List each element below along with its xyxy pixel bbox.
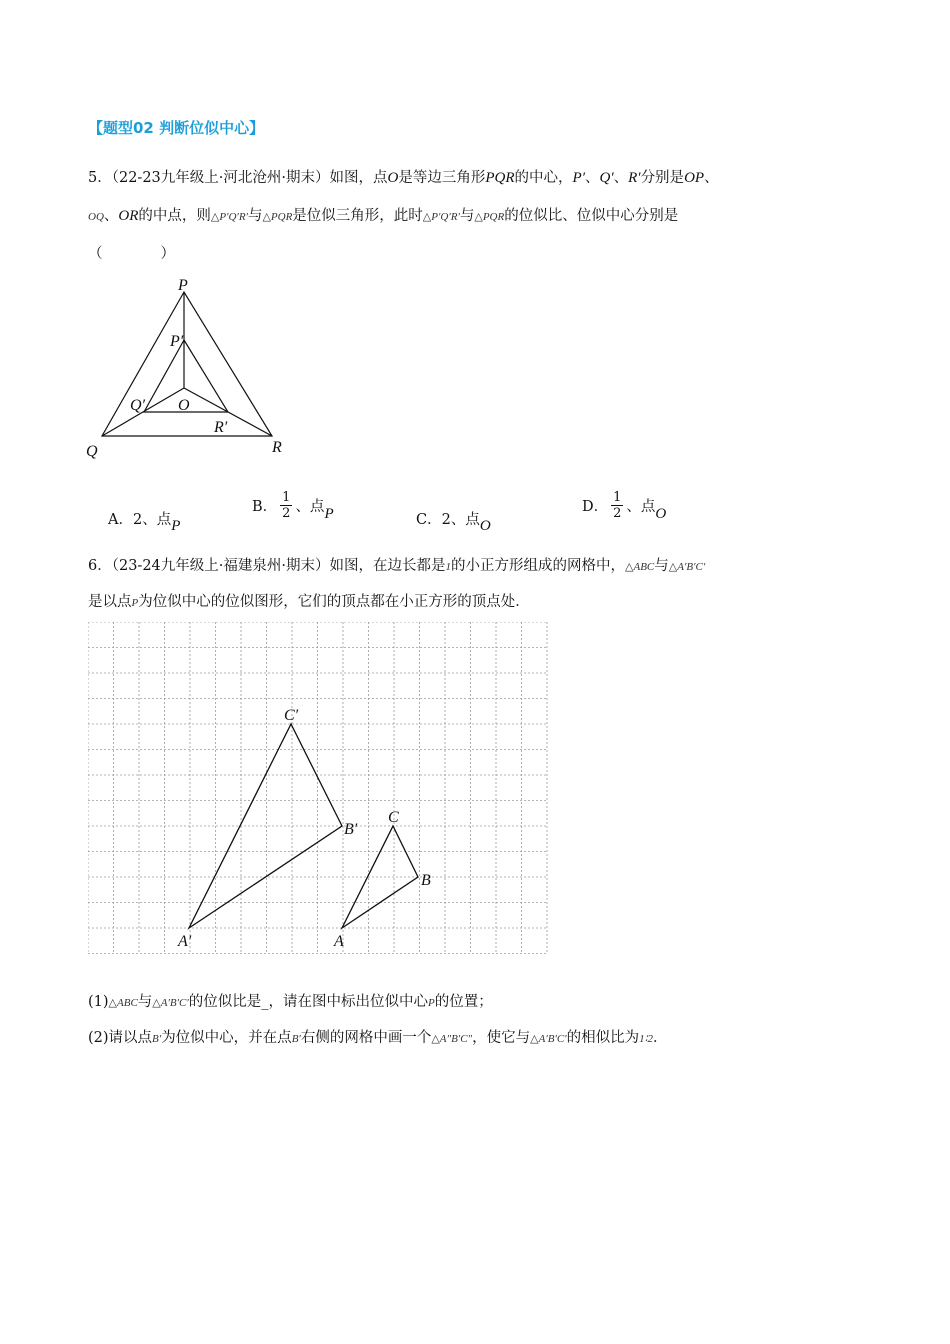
q6-math-P: P (131, 597, 139, 609)
q5-text: 的中心， (514, 170, 573, 186)
q5-number: 5． (88, 170, 112, 186)
q5-text: 的位似比、位似中心分别是 (504, 208, 679, 224)
label-Qp: Q′ (130, 397, 146, 414)
choice-c[interactable] (416, 508, 491, 534)
label-O: O (178, 397, 190, 414)
choice-value: 2 (441, 512, 451, 528)
q5-text: 分别是 (640, 170, 685, 186)
choice-point: O (655, 505, 667, 522)
q5-text: 、 (704, 170, 719, 186)
q5-math-tri-prime-2: △P′Q′R′ (422, 211, 460, 223)
q5-math-OR: OR (118, 208, 139, 224)
fraction-denominator: 2 (282, 506, 291, 521)
choice-b[interactable] (252, 490, 334, 521)
q5-line-1 (88, 168, 719, 188)
q5-text: 如图，点 (329, 170, 388, 186)
sub1-text: 与 (137, 994, 153, 1010)
sub1-text: 的位置； (434, 994, 493, 1010)
choice-letter: D． (582, 499, 609, 515)
q5-answer-paren: （ ） (88, 246, 175, 262)
sub2-text: 的相似比为 (566, 1030, 640, 1046)
grid-lines (88, 622, 547, 954)
q5-text: 的中点，则 (138, 208, 211, 224)
fraction-half (611, 490, 623, 521)
sub2-text: ． (652, 1030, 668, 1046)
sub2-text: 右侧的网格中画一个 (300, 1030, 432, 1046)
q5-text: 与 (247, 208, 263, 224)
triangle-PQR (102, 292, 272, 436)
label-Q: Q (86, 443, 98, 460)
q5-text: 、 (584, 170, 600, 186)
choice-text: 、点 (450, 512, 480, 528)
q5-math-tri-2: △PQR (474, 211, 505, 223)
choice-point: P (171, 518, 181, 534)
label-Ap: A′ (178, 933, 192, 950)
label-P: P (178, 277, 188, 294)
q6-math-tri-prime: △A′B′C′ (668, 561, 706, 573)
q5-text: 、 (613, 170, 629, 186)
q5-source: （22-23九年级上·河北沧州·期末） (111, 170, 330, 186)
sub2-text: ，使它与 (472, 1030, 531, 1046)
fraction-numerator: 1 (282, 490, 291, 505)
q5-text: 是位似三角形，此时 (292, 208, 423, 224)
sub2-math-Bp: B′ (152, 1033, 162, 1045)
sub2-math-Bp-2: B′ (291, 1033, 301, 1045)
q5-text: 与 (459, 208, 475, 224)
q5-math-O: O (387, 170, 399, 186)
label-A: A (334, 933, 344, 950)
fraction-denominator: 2 (613, 506, 622, 521)
q5-math-Qp: Q′ (599, 170, 614, 186)
choice-value: 2 (132, 512, 143, 528)
label-Pp: P′ (170, 333, 184, 350)
q6-math-one: 1 (445, 561, 452, 573)
label-Rp: R′ (214, 419, 228, 436)
choice-letter: C． (416, 512, 442, 528)
choice-text: 、点 (626, 499, 656, 515)
label-R: R (272, 439, 282, 456)
sub1-text: 的位似比是 (188, 994, 262, 1010)
choice-letter: A． (108, 512, 133, 528)
choice-point: O (479, 518, 491, 534)
sub2-math-ratio: 1∶2 (639, 1033, 653, 1045)
q6-sub2 (88, 1028, 667, 1049)
sub1-blank[interactable]: _ (261, 994, 269, 1010)
choice-text: 、点 (142, 512, 172, 528)
q6-text: 是以点 (88, 594, 132, 610)
fraction-numerator: 1 (613, 490, 622, 505)
q6-source: （23-24九年级上·福建泉州·期末） (111, 558, 330, 574)
q5-text: 是等边三角形 (398, 170, 486, 186)
q5-math-PQR: PQR (485, 170, 515, 186)
sub1-math-tri-prime: △A′B′C′ (152, 997, 189, 1009)
sub2-math-tri2: △A″B′C″ (431, 1033, 473, 1045)
q5-math-Pp: P′ (572, 170, 585, 186)
sub2-label: (2)请以点 (88, 1030, 153, 1046)
label-Bp: B′ (344, 821, 358, 838)
label-C: C (388, 809, 399, 826)
sub1-label: (1) (88, 994, 109, 1010)
q5-math-tri: △PQR (262, 211, 293, 223)
q6-number: 6． (88, 558, 112, 574)
sub1-math-P: P (428, 997, 435, 1009)
q6-grid-figure (88, 622, 550, 958)
q6-sub1 (88, 992, 493, 1013)
choice-point: P (324, 505, 334, 522)
q5-math-Rp: R′ (628, 170, 641, 186)
q6-line-1 (88, 556, 705, 577)
sub1-text: ，请在图中标出位似中心 (268, 994, 429, 1010)
label-B: B (421, 872, 431, 889)
q5-math-OQ: OQ (88, 211, 104, 223)
q6-line-2 (88, 592, 530, 613)
q5-math-OP: OP (684, 170, 705, 186)
q6-text: 的小正方形组成的网格中， (451, 558, 626, 574)
label-Cp: C′ (284, 707, 299, 724)
q6-text: 为位似中心的位似图形，它们的顶点都在小正方形的顶点处． (138, 594, 530, 610)
q5-triangle-figure (80, 272, 300, 462)
choice-letter: B． (252, 499, 278, 515)
section-title: 【题型02 判断位似中心】 (88, 119, 265, 137)
q5-line-2 (88, 206, 678, 227)
q6-text: 与 (654, 558, 669, 574)
fraction-half (280, 490, 292, 521)
sub1-math-tri: △ABC (108, 997, 138, 1009)
sub2-math-tri-prime: △A′B′C′ (530, 1033, 567, 1045)
choice-a[interactable] (108, 508, 181, 534)
q6-math-tri: △ABC (625, 561, 655, 573)
q6-text: 如图，在边长都是 (329, 558, 446, 574)
choice-d[interactable] (582, 490, 666, 521)
q5-text: 、 (103, 208, 119, 224)
choice-text: 、点 (295, 499, 325, 515)
q5-math-tri-prime: △P′Q′R′ (210, 211, 248, 223)
sub2-text: 为位似中心，并在点 (161, 1030, 292, 1046)
